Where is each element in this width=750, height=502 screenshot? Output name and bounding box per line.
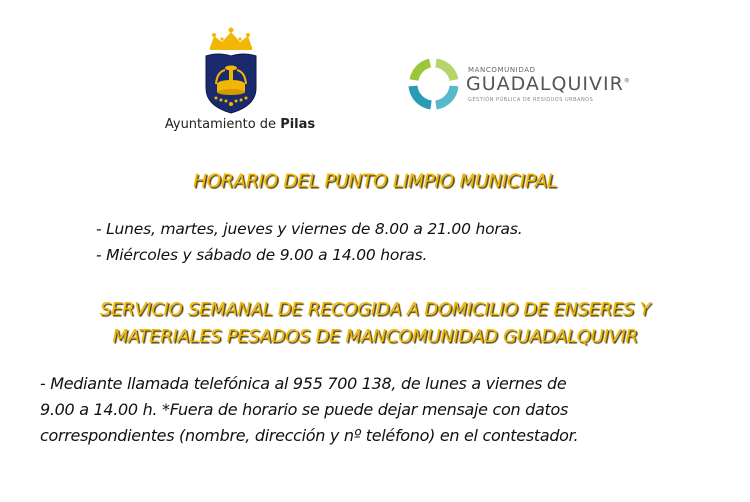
mancomunidad-subtitle: GESTIÓN PÚBLICA DE RESIDUOS URBANOS bbox=[468, 97, 594, 103]
ayuntamiento-label bbox=[150, 117, 330, 132]
coat-of-arms-icon bbox=[204, 26, 258, 114]
mancomunidad-guadalquivir-logo bbox=[408, 58, 631, 113]
registered-mark: ® bbox=[623, 77, 631, 85]
mancomunidad-name bbox=[466, 73, 631, 95]
service-description bbox=[40, 371, 578, 449]
ayuntamiento-pilas-logo bbox=[150, 26, 330, 136]
service-title-line: SERVICIO SEMANAL DE RECOGIDA A DOMICILIO DE ENSERES Y bbox=[99, 299, 651, 320]
service-title bbox=[0, 296, 750, 350]
service-title-line: MATERIALES PESADOS DE MANCOMUNIDAD GUADALQUIVIR bbox=[112, 326, 638, 347]
label-bold: Pilas bbox=[280, 117, 316, 132]
description-line: correspondientes (nombre, dirección y nº teléfono) en el contestador. bbox=[40, 426, 579, 445]
description-line: 9.00 a 14.00 h. *Fuera de horario se puede dejar mensaje con datos bbox=[40, 400, 568, 419]
schedule-title: HORARIO DEL PUNTO LIMPIO MUNICIPAL bbox=[192, 171, 558, 192]
name-text: GUADALQUIVIR bbox=[466, 73, 624, 95]
description-line: - Mediante llamada telefónica al 955 700 138, de lunes a viernes de bbox=[40, 374, 567, 393]
mancomunidad-small-label: MANCOMUNIDAD bbox=[468, 66, 536, 74]
schedule-line: - Lunes, martes, jueves y viernes de 8.00 a 21.00 horas. bbox=[96, 220, 523, 238]
ring-logo-icon bbox=[408, 58, 460, 110]
label-prefix: Ayuntamiento de bbox=[164, 117, 281, 132]
schedule-lines bbox=[96, 216, 522, 268]
schedule-line: - Miércoles y sábado de 9.00 a 14.00 horas. bbox=[96, 246, 428, 264]
